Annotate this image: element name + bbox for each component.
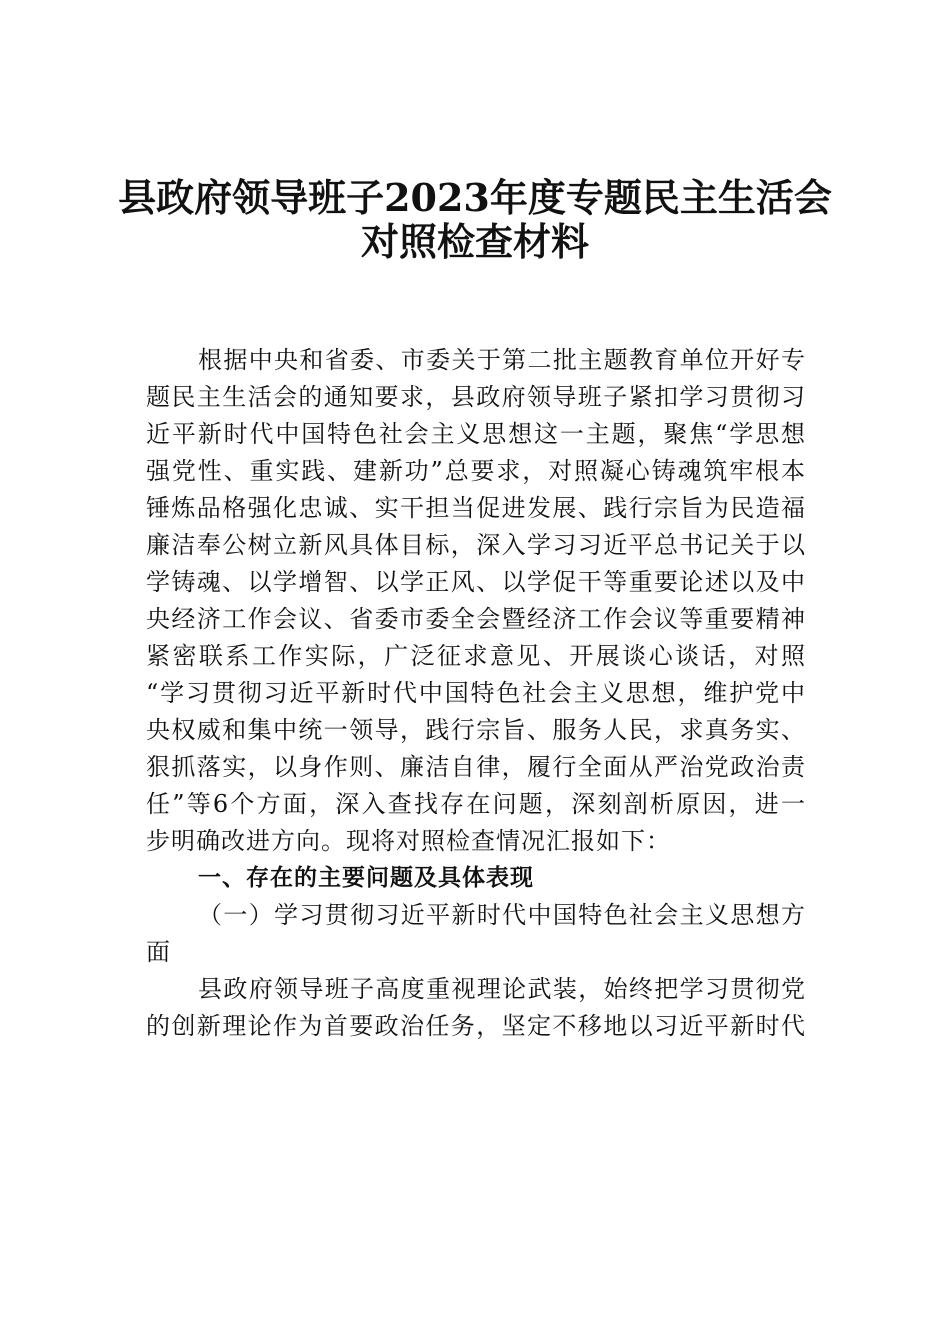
- paragraph-line: 央权威和集中统一领导，践行宗旨、服务人民，求真务实、: [146, 716, 806, 744]
- paragraph-line: 县政府领导班子高度重视理论武装，始终把学习贯彻党: [198, 975, 806, 1003]
- paragraph-line: “学习贯彻习近平新时代中国特色社会主义思想，维护党中: [146, 679, 806, 707]
- paragraph-line: 题民主生活会的通知要求，县政府领导班子紧扣学习贯彻习: [146, 383, 806, 411]
- section-heading-2: [146, 897, 806, 971]
- paragraph-line: 狠抓落实，以身作则、廉洁自律，履行全面从严治党政治责: [146, 753, 806, 781]
- document-title-line-1: 县政府领导班子2023年度专题民主生活会: [118, 175, 832, 220]
- paragraph-line: 步明确改进方向。现将对照检查情况汇报如下：: [146, 827, 671, 855]
- document-title-line-2: 对照检查材料: [360, 219, 589, 264]
- paragraph-line: 锤炼品格强化忠诚、实干担当促进发展、践行宗旨为民造福: [146, 494, 806, 522]
- paragraph-line: 强党性、重实践、建新功”总要求，对照凝心铸魂筑牢根本: [146, 457, 806, 485]
- paragraph-line: 的创新理论作为首要政治任务，坚定不移地以习近平新时代: [146, 1012, 806, 1040]
- paragraph-line: 紧密联系工作实际，广泛征求意见、开展谈心谈话，对照: [146, 642, 806, 670]
- paragraph-line: 学铸魂、以学增智、以学正风、以学促干等重要论述以及中: [146, 568, 806, 596]
- paragraph-intro: [146, 342, 806, 860]
- paragraph-line: 任”等6个方面，深入查找存在问题，深刻剖析原因，进一: [146, 790, 806, 818]
- heading-line: （一）学习贯彻习近平新时代中国特色社会主义思想方: [198, 901, 806, 929]
- paragraph-line: 近平新时代中国特色社会主义思想这一主题，聚焦“学思想: [146, 420, 806, 448]
- paragraph-line: 廉洁奉公树立新风具体目标，深入学习习近平总书记关于以: [146, 531, 806, 559]
- paragraph-line: 央经济工作会议、省委市委全会暨经济工作会议等重要精神: [146, 605, 806, 633]
- section-heading-1: 一、存在的主要问题及具体表现: [198, 865, 534, 891]
- paragraph-line: 根据中央和省委、市委关于第二批主题教育单位开好专: [198, 346, 806, 374]
- heading-line: 面: [146, 938, 171, 966]
- document-body: [146, 342, 806, 1045]
- paragraph-theory: [146, 971, 806, 1045]
